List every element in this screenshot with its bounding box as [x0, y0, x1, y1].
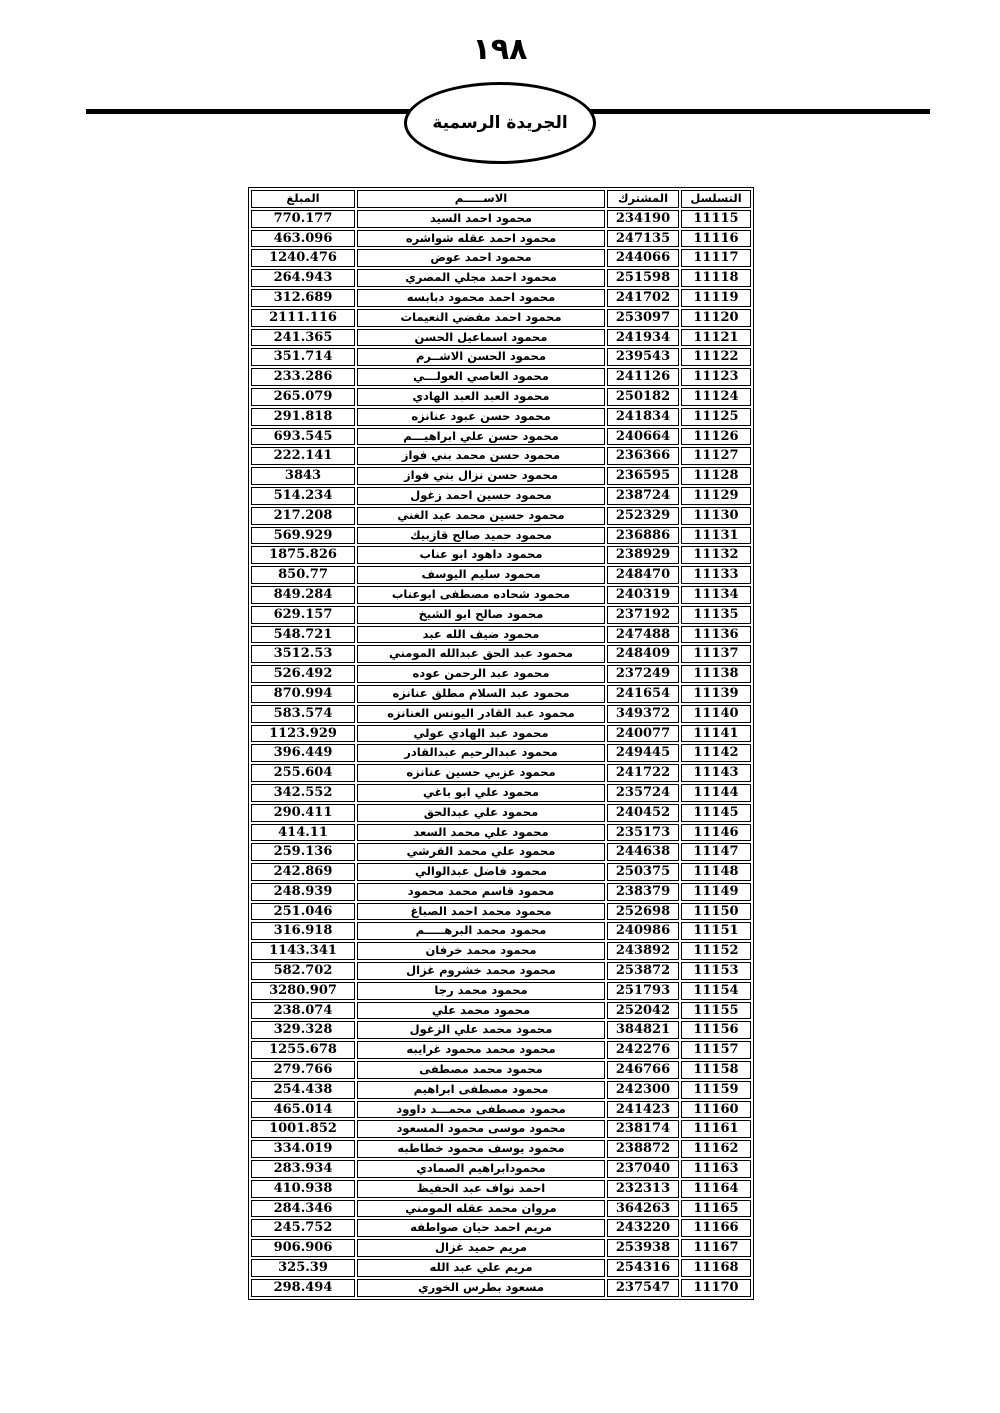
cell-serial: 11120: [681, 309, 751, 327]
cell-name: محمود مصطفى محمـــد داوود: [357, 1101, 605, 1119]
cell-name: محمود شحاده مصطفى ابوعناب: [357, 586, 605, 604]
cell-serial: 11134: [681, 586, 751, 604]
cell-name: محمود عبد السلام مطلق عنانزه: [357, 685, 605, 703]
cell-amount: 1255.678: [251, 1041, 355, 1059]
cell-subscriber: 240986: [607, 922, 679, 940]
table-row: [251, 586, 751, 604]
table-row: [251, 824, 751, 842]
cell-amount: 2111.116: [251, 309, 355, 327]
cell-serial: 11163: [681, 1160, 751, 1178]
table-row: [251, 685, 751, 703]
cell-amount: 906.906: [251, 1239, 355, 1257]
cell-subscriber: 238724: [607, 487, 679, 505]
cell-subscriber: 364263: [607, 1200, 679, 1218]
cell-serial: 11154: [681, 982, 751, 1000]
cell-amount: 526.492: [251, 665, 355, 683]
cell-subscriber: 235724: [607, 784, 679, 802]
cell-name: محمود العاصي العولـــي: [357, 368, 605, 386]
cell-amount: 629.157: [251, 606, 355, 624]
cell-subscriber: 237547: [607, 1279, 679, 1297]
cell-serial: 11115: [681, 210, 751, 228]
cell-name: محمود عبد القادر اليونس العنانزه: [357, 705, 605, 723]
cell-subscriber: 240664: [607, 428, 679, 446]
cell-amount: 217.208: [251, 507, 355, 525]
cell-subscriber: 247488: [607, 626, 679, 644]
table-row: [251, 546, 751, 564]
cell-name: محمود محمد رجا: [357, 982, 605, 1000]
cell-name: محمود عبد الرحمن عوده: [357, 665, 605, 683]
table-row: [251, 1279, 751, 1297]
cell-amount: 1123.929: [251, 725, 355, 743]
cell-serial: 11140: [681, 705, 751, 723]
table-row: [251, 527, 751, 545]
cell-amount: 850.77: [251, 566, 355, 584]
header-subscriber: المشترك: [607, 190, 679, 208]
cell-serial: 11160: [681, 1101, 751, 1119]
table-row: [251, 804, 751, 822]
cell-amount: 265.079: [251, 388, 355, 406]
cell-serial: 11136: [681, 626, 751, 644]
cell-name: محمود محمد محمود غرايبه: [357, 1041, 605, 1059]
cell-amount: 583.574: [251, 705, 355, 723]
cell-serial: 11153: [681, 962, 751, 980]
cell-subscriber: 243220: [607, 1219, 679, 1237]
table-row: [251, 1120, 751, 1138]
table-row: [251, 269, 751, 287]
table-row: [251, 725, 751, 743]
table-row: [251, 922, 751, 940]
cell-subscriber: 234190: [607, 210, 679, 228]
table-row: [251, 843, 751, 861]
table-row: [251, 329, 751, 347]
cell-subscriber: 250375: [607, 863, 679, 881]
cell-name: محمود يوسف محمود خطاطبه: [357, 1140, 605, 1158]
cell-name: محمود محمد احمد الصباغ: [357, 903, 605, 921]
cell-serial: 11127: [681, 447, 751, 465]
cell-serial: 11132: [681, 546, 751, 564]
cell-amount: 254.438: [251, 1081, 355, 1099]
table-row: [251, 962, 751, 980]
cell-name: محمود محمد علي: [357, 1002, 605, 1020]
cell-amount: 1143.341: [251, 942, 355, 960]
table-row: [251, 705, 751, 723]
table-row: [251, 348, 751, 366]
cell-serial: 11168: [681, 1259, 751, 1277]
table-row: [251, 764, 751, 782]
cell-subscriber: 246766: [607, 1061, 679, 1079]
cell-serial: 11145: [681, 804, 751, 822]
cell-subscriber: 241423: [607, 1101, 679, 1119]
cell-serial: 11144: [681, 784, 751, 802]
cell-serial: 11158: [681, 1061, 751, 1079]
table-row: [251, 249, 751, 267]
page-number: ١٩٨: [472, 32, 528, 67]
cell-amount: 1001.852: [251, 1120, 355, 1138]
table-row: [251, 566, 751, 584]
cell-serial: 11119: [681, 289, 751, 307]
cell-subscriber: 241834: [607, 408, 679, 426]
cell-name: محمود محمد خرفان: [357, 942, 605, 960]
cell-subscriber: 238174: [607, 1120, 679, 1138]
cell-subscriber: 252698: [607, 903, 679, 921]
cell-serial: 11128: [681, 467, 751, 485]
cell-amount: 414.11: [251, 824, 355, 842]
cell-amount: 693.545: [251, 428, 355, 446]
cell-name: محمود الحسن الاشــرم: [357, 348, 605, 366]
table-row: [251, 289, 751, 307]
cell-name: محمود محمد مصطفى: [357, 1061, 605, 1079]
table-row: [251, 606, 751, 624]
cell-subscriber: 241702: [607, 289, 679, 307]
cell-name: محمود عبد الحق عبدالله المومني: [357, 645, 605, 663]
cell-serial: 11164: [681, 1180, 751, 1198]
cell-amount: 259.136: [251, 843, 355, 861]
cell-name: محمود علي ابو باغي: [357, 784, 605, 802]
cell-name: محمود موسى محمود المسعود: [357, 1120, 605, 1138]
cell-amount: 849.284: [251, 586, 355, 604]
cell-serial: 11117: [681, 249, 751, 267]
header-name: الاســـــم: [357, 190, 605, 208]
cell-amount: 465.014: [251, 1101, 355, 1119]
cell-amount: 248.939: [251, 883, 355, 901]
cell-subscriber: 237192: [607, 606, 679, 624]
cell-amount: 284.346: [251, 1200, 355, 1218]
cell-name: مسعود بطرس الخوري: [357, 1279, 605, 1297]
cell-subscriber: 242276: [607, 1041, 679, 1059]
cell-name: محمود صالح ابو الشيخ: [357, 606, 605, 624]
cell-serial: 11156: [681, 1021, 751, 1039]
cell-amount: 251.046: [251, 903, 355, 921]
cell-subscriber: 236886: [607, 527, 679, 545]
table-row: [251, 309, 751, 327]
table-row: [251, 408, 751, 426]
cell-serial: 11131: [681, 527, 751, 545]
cell-serial: 11167: [681, 1239, 751, 1257]
table-row: [251, 744, 751, 762]
cell-name: مريم حميد غزال: [357, 1239, 605, 1257]
cell-amount: 279.766: [251, 1061, 355, 1079]
cell-amount: 325.39: [251, 1259, 355, 1277]
cell-serial: 11148: [681, 863, 751, 881]
table-row: [251, 230, 751, 248]
table-row: [251, 626, 751, 644]
table-header-row: [251, 190, 751, 208]
cell-serial: 11123: [681, 368, 751, 386]
cell-serial: 11152: [681, 942, 751, 960]
table-row: [251, 1041, 751, 1059]
table-row: [251, 1081, 751, 1099]
cell-name: محمودابراهيم الصمادي: [357, 1160, 605, 1178]
cell-serial: 11155: [681, 1002, 751, 1020]
cell-serial: 11149: [681, 883, 751, 901]
header-title: الجريدة الرسمية: [432, 113, 568, 133]
cell-amount: 3512.53: [251, 645, 355, 663]
cell-amount: 233.286: [251, 368, 355, 386]
cell-name: محمود عبد الهادي عولي: [357, 725, 605, 743]
header-amount: المبلغ: [251, 190, 355, 208]
cell-name: مريم علي عبد الله: [357, 1259, 605, 1277]
table-row: [251, 388, 751, 406]
cell-serial: 11124: [681, 388, 751, 406]
cell-serial: 11135: [681, 606, 751, 624]
cell-subscriber: 236595: [607, 467, 679, 485]
cell-subscriber: 253872: [607, 962, 679, 980]
cell-name: محمود حسن علي ابراهيـــم: [357, 428, 605, 446]
cell-serial: 11166: [681, 1219, 751, 1237]
cell-serial: 11142: [681, 744, 751, 762]
cell-name: محمود العبد العبد الهادي: [357, 388, 605, 406]
cell-subscriber: 235173: [607, 824, 679, 842]
cell-subscriber: 253938: [607, 1239, 679, 1257]
cell-serial: 11129: [681, 487, 751, 505]
table-row: [251, 507, 751, 525]
table-row: [251, 1200, 751, 1218]
cell-amount: 238.074: [251, 1002, 355, 1020]
cell-serial: 11157: [681, 1041, 751, 1059]
cell-name: محمود علي عبدالحق: [357, 804, 605, 822]
cell-subscriber: 251598: [607, 269, 679, 287]
table-row: [251, 1180, 751, 1198]
cell-serial: 11121: [681, 329, 751, 347]
cell-subscriber: 244066: [607, 249, 679, 267]
table-row: [251, 487, 751, 505]
cell-name: محمود داهود ابو عناب: [357, 546, 605, 564]
table-row: [251, 210, 751, 228]
cell-amount: 3280.907: [251, 982, 355, 1000]
cell-amount: 298.494: [251, 1279, 355, 1297]
cell-subscriber: 249445: [607, 744, 679, 762]
table-row: [251, 863, 751, 881]
cell-name: محمود عبدالرحيم عبدالقادر: [357, 744, 605, 762]
cell-serial: 11141: [681, 725, 751, 743]
cell-subscriber: 238379: [607, 883, 679, 901]
cell-amount: 870.994: [251, 685, 355, 703]
cell-subscriber: 239543: [607, 348, 679, 366]
cell-name: محمود حسين محمد عبد الغني: [357, 507, 605, 525]
cell-serial: 11125: [681, 408, 751, 426]
cell-subscriber: 241722: [607, 764, 679, 782]
cell-name: محمود محمد البرهـــــم: [357, 922, 605, 940]
cell-subscriber: 253097: [607, 309, 679, 327]
cell-amount: 396.449: [251, 744, 355, 762]
cell-name: محمود حسن عبود عنانزه: [357, 408, 605, 426]
cell-name: احمد نواف عبد الحفيظ: [357, 1180, 605, 1198]
cell-subscriber: 384821: [607, 1021, 679, 1039]
cell-subscriber: 237249: [607, 665, 679, 683]
cell-amount: 1875.826: [251, 546, 355, 564]
cell-serial: 11147: [681, 843, 751, 861]
cell-subscriber: 241126: [607, 368, 679, 386]
cell-amount: 290.411: [251, 804, 355, 822]
cell-name: محمود احمد السيد: [357, 210, 605, 228]
cell-subscriber: 252042: [607, 1002, 679, 1020]
cell-name: محمود سليم اليوسف: [357, 566, 605, 584]
cell-serial: 11126: [681, 428, 751, 446]
table-row: [251, 982, 751, 1000]
cell-serial: 11130: [681, 507, 751, 525]
cell-subscriber: 242300: [607, 1081, 679, 1099]
cell-serial: 11116: [681, 230, 751, 248]
cell-name: محمود عزبي حسين عنانزه: [357, 764, 605, 782]
cell-amount: 410.938: [251, 1180, 355, 1198]
table-row: [251, 1160, 751, 1178]
cell-subscriber: 248470: [607, 566, 679, 584]
cell-serial: 11159: [681, 1081, 751, 1099]
table-row: [251, 883, 751, 901]
cell-name: محمود علي محمد القرشي: [357, 843, 605, 861]
cell-amount: 3843: [251, 467, 355, 485]
cell-name: محمود حسن محمد بني فواز: [357, 447, 605, 465]
cell-serial: 11122: [681, 348, 751, 366]
cell-name: محمود مصطفى ابراهيم: [357, 1081, 605, 1099]
cell-amount: 342.552: [251, 784, 355, 802]
table-body: [251, 210, 751, 1297]
cell-serial: 11143: [681, 764, 751, 782]
cell-amount: 283.934: [251, 1160, 355, 1178]
cell-amount: 569.929: [251, 527, 355, 545]
cell-serial: 11170: [681, 1279, 751, 1297]
table-row: [251, 1219, 751, 1237]
cell-subscriber: 349372: [607, 705, 679, 723]
cell-amount: 334.019: [251, 1140, 355, 1158]
table-row: [251, 665, 751, 683]
cell-name: مروان محمد عقله المومني: [357, 1200, 605, 1218]
cell-subscriber: 236366: [607, 447, 679, 465]
cell-subscriber: 252329: [607, 507, 679, 525]
table-row: [251, 784, 751, 802]
cell-serial: 11151: [681, 922, 751, 940]
cell-subscriber: 237040: [607, 1160, 679, 1178]
cell-subscriber: 241654: [607, 685, 679, 703]
cell-subscriber: 244638: [607, 843, 679, 861]
cell-amount: 463.096: [251, 230, 355, 248]
table-row: [251, 1061, 751, 1079]
cell-subscriber: 251793: [607, 982, 679, 1000]
cell-serial: 11146: [681, 824, 751, 842]
cell-subscriber: 240452: [607, 804, 679, 822]
cell-subscriber: 232313: [607, 1180, 679, 1198]
cell-subscriber: 250182: [607, 388, 679, 406]
cell-subscriber: 240319: [607, 586, 679, 604]
cell-subscriber: 241934: [607, 329, 679, 347]
cell-amount: 582.702: [251, 962, 355, 980]
cell-name: محمود قاسم محمد محمود: [357, 883, 605, 901]
cell-amount: 1240.476: [251, 249, 355, 267]
cell-amount: 312.689: [251, 289, 355, 307]
cell-name: محمود فاضل عبدالوالي: [357, 863, 605, 881]
cell-name: محمود حسن نزال بني فواز: [357, 467, 605, 485]
cell-amount: 241.365: [251, 329, 355, 347]
cell-serial: 11162: [681, 1140, 751, 1158]
cell-name: محمود احمد عقله شواشره: [357, 230, 605, 248]
cell-serial: 11139: [681, 685, 751, 703]
table-row: [251, 1259, 751, 1277]
cell-name: محمود احمد محمود دبابسه: [357, 289, 605, 307]
table-row: [251, 428, 751, 446]
cell-amount: 245.752: [251, 1219, 355, 1237]
table-row: [251, 447, 751, 465]
cell-name: مريم احمد حيان صواطفه: [357, 1219, 605, 1237]
cell-amount: 316.918: [251, 922, 355, 940]
cell-subscriber: 248409: [607, 645, 679, 663]
cell-serial: 11137: [681, 645, 751, 663]
cell-amount: 222.141: [251, 447, 355, 465]
cell-subscriber: 238929: [607, 546, 679, 564]
table-row: [251, 368, 751, 386]
cell-subscriber: 238872: [607, 1140, 679, 1158]
table-row: [251, 1002, 751, 1020]
cell-subscriber: 240077: [607, 725, 679, 743]
header-ellipse: [404, 82, 596, 164]
cell-name: محمود ضيف الله عبد: [357, 626, 605, 644]
table-row: [251, 1140, 751, 1158]
cell-serial: 11118: [681, 269, 751, 287]
subscribers-table: [248, 187, 754, 1300]
table-row: [251, 903, 751, 921]
cell-subscriber: 254316: [607, 1259, 679, 1277]
cell-amount: 242.869: [251, 863, 355, 881]
cell-amount: 351.714: [251, 348, 355, 366]
cell-subscriber: 247135: [607, 230, 679, 248]
cell-amount: 770.177: [251, 210, 355, 228]
cell-amount: 291.818: [251, 408, 355, 426]
table-row: [251, 1101, 751, 1119]
cell-name: محمود علي محمد السعد: [357, 824, 605, 842]
cell-amount: 264.943: [251, 269, 355, 287]
header-serial: التسلسل: [681, 190, 751, 208]
cell-amount: 514.234: [251, 487, 355, 505]
cell-amount: 255.604: [251, 764, 355, 782]
cell-name: محمود احمد عوض: [357, 249, 605, 267]
cell-amount: 548.721: [251, 626, 355, 644]
table-container: [248, 187, 752, 1300]
cell-name: محمود احمد مجلي المصري: [357, 269, 605, 287]
cell-serial: 11150: [681, 903, 751, 921]
cell-name: محمود حسين احمد زغول: [357, 487, 605, 505]
cell-subscriber: 243892: [607, 942, 679, 960]
cell-serial: 11165: [681, 1200, 751, 1218]
cell-serial: 11133: [681, 566, 751, 584]
cell-name: محمود حميد صالح قازبيك: [357, 527, 605, 545]
table-row: [251, 645, 751, 663]
cell-serial: 11138: [681, 665, 751, 683]
table-row: [251, 1021, 751, 1039]
table-row: [251, 1239, 751, 1257]
cell-name: محمود احمد مفضي النعيمات: [357, 309, 605, 327]
cell-amount: 329.328: [251, 1021, 355, 1039]
table-row: [251, 942, 751, 960]
cell-name: محمود محمد علي الزغول: [357, 1021, 605, 1039]
cell-serial: 11161: [681, 1120, 751, 1138]
cell-name: محمود محمد خشروم غزال: [357, 962, 605, 980]
cell-name: محمود اسماعيل الحسن: [357, 329, 605, 347]
table-row: [251, 467, 751, 485]
